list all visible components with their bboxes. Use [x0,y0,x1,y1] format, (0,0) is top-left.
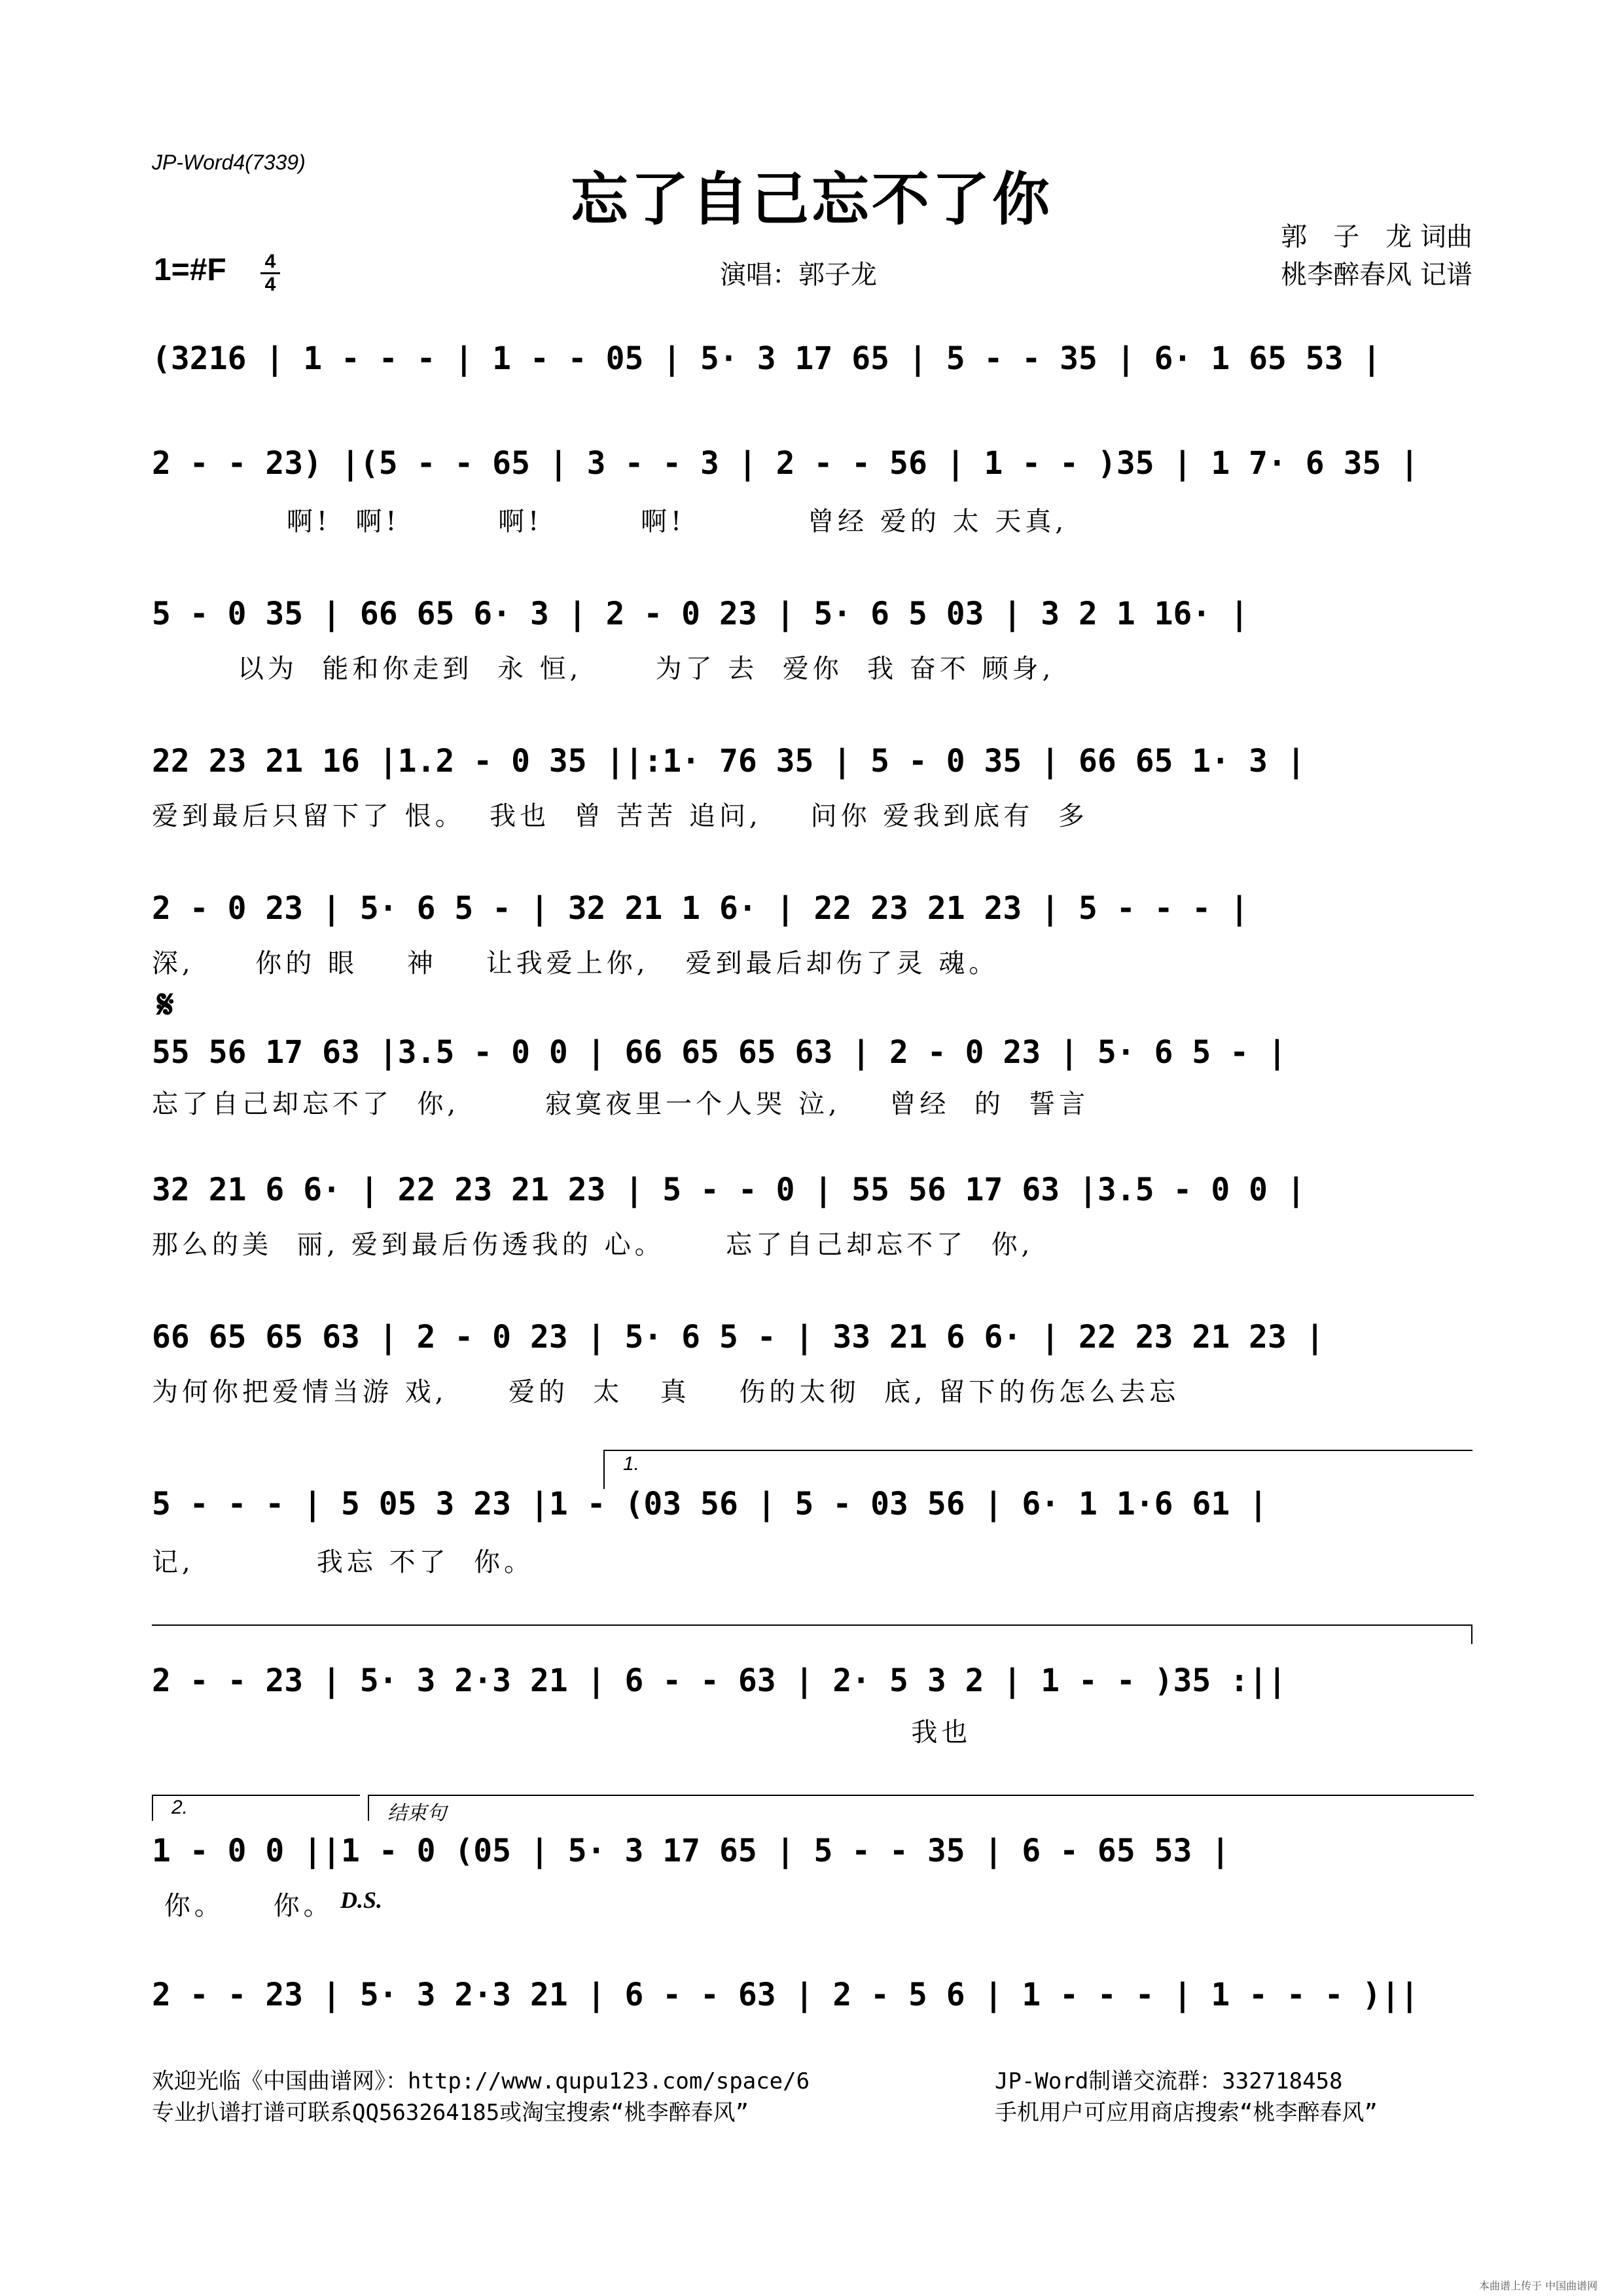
system-3-notes: 5 - 0 35 | 66 65 6· 3 | 2 - 0 23 | 5· 6 5 03 | 3 2 1 16· | [152,596,1249,632]
first-ending-bracket-left [603,1450,605,1489]
singer-credit: 演唱：郭子龙 [720,260,877,290]
time-signature-bottom: 4 [264,274,276,295]
segno-sign: 𝄋 [157,982,174,1028]
system-5-notes: 2 - 0 23 | 5· 6 5 - | 32 21 1 6· | 22 23 21 23 | 5 - - - | [152,890,1249,927]
system-7-lyrics: 那么的美 丽, 爱到最后伤透我的 心。 忘了自己却忘不了 你, [152,1230,1034,1260]
footer-left-line1: 欢迎光临《中国曲谱网》：http://www.qupu123.com/space/6 [152,2068,810,2094]
system-11-lyrics: 你。 你。 [152,1891,334,1921]
ending-continuation-end [1471,1624,1472,1644]
first-ending-bracket [603,1450,1472,1451]
time-signature-top: 4 [264,251,276,272]
time-signature [260,251,280,295]
system-6-notes: 55 56 17 63 |3.5 - 0 0 | 66 65 65 63 | 2 - 0 23 | 5· 6 5 - | [152,1034,1287,1071]
system-2-notes: 2 - - 23) |(5 - - 65 | 3 - - 3 | 2 - - 56 | 1 - - )35 | 1 7· 6 35 | [152,445,1419,482]
system-9-lyrics: 记, 我忘 不了 你。 [152,1547,535,1577]
coda-bracket-left [368,1795,369,1821]
system-12-notes: 2 - - 23 | 5· 3 2·3 21 | 6 - - 63 | 2 - 5 6 | 1 - - - | 1 - - - )|| [152,1977,1419,2013]
system-4-lyrics: 爱到最后只留下了 恨。 我也 曾 苦苦 追问, 问你 爱我到底有 多 [152,801,1088,831]
footer-right-line1: JP-Word制谱交流群：332718458 [995,2068,1343,2094]
system-5-lyrics: 深, 你的 眼 神 让我爱上你, 爱到最后却伤了灵 魂。 [152,948,999,978]
watermark: 本曲谱上传于 中国曲谱网 [1479,2280,1598,2292]
system-10-notes: 2 - - 23 | 5· 3 2·3 21 | 6 - - 63 | 2· 5 3 2 | 1 - - )35 :|| [152,1662,1287,1699]
system-6-lyrics: 忘了自己却忘不了 你, 寂寞夜里一个人哭 泣, 曾经 的 誓言 [152,1089,1090,1119]
system-2-lyrics: 啊! 啊! 啊! 啊! 曾经 爱的 太 天真, [152,507,1068,537]
second-ending-bracket [152,1795,360,1796]
system-3-lyrics: 以为 能和你走到 永 恒, 为了 去 爱你 我 奋不 顾身, [152,654,1055,684]
system-4-notes: 22 23 21 16 |1.2 - 0 35 ||:1· 76 35 | 5 - 0 35 | 66 65 1· 3 | [152,743,1306,780]
system-10-lyrics: 我也 [152,1717,972,1748]
system-8-lyrics: 为何你把爱情当游 戏, 爱的 太 真 伤的太彻 底, 留下的伤怎么去忘 [152,1377,1180,1407]
second-ending-label: 2. [171,1797,188,1818]
system-9-notes: 5 - - - | 5 05 3 23 |1 - (03 56 | 5 - 03 56 | 6· 1 1·6 61 | [152,1486,1268,1522]
system-1-notes: (3216 | 1 - - - | 1 - - 05 | 5· 3 17 65 | 5 - - 35 | 6· 1 65 53 | [152,340,1382,377]
second-ending-bracket-left [152,1795,153,1821]
ending-continuation-line [152,1624,1472,1626]
transcriber-credit: 桃李醉春风 记谱 [1281,260,1472,290]
software-tag: JP-Word4(7339) [152,151,306,174]
key-signature: 1=#F [154,253,226,287]
ds-marking: D.S. [340,1887,383,1913]
footer-right-line2: 手机用户可应用商店搜索“桃李醉春风” [995,2100,1378,2126]
system-11-notes: 1 - 0 0 ||1 - 0 (05 | 5· 3 17 65 | 5 - - 35 | 6 - 65 53 | [152,1833,1230,1869]
score-title: 忘了自己忘不了你 [570,165,1052,233]
coda-label: 结束句 [387,1803,446,1824]
coda-bracket [368,1795,1474,1796]
system-7-notes: 32 21 6 6· | 22 23 21 23 | 5 - - 0 | 55 56 17 63 |3.5 - 0 0 | [152,1172,1306,1208]
footer-left-line2: 专业扒谱打谱可联系QQ563264185或淘宝搜索“桃李醉春风” [152,2100,749,2126]
first-ending-label: 1. [623,1453,640,1475]
composer-credit: 郭 子 龙 词曲 [1281,222,1472,252]
system-8-notes: 66 65 65 63 | 2 - 0 23 | 5· 6 5 - | 33 21 6 6· | 22 23 21 23 | [152,1319,1325,1355]
